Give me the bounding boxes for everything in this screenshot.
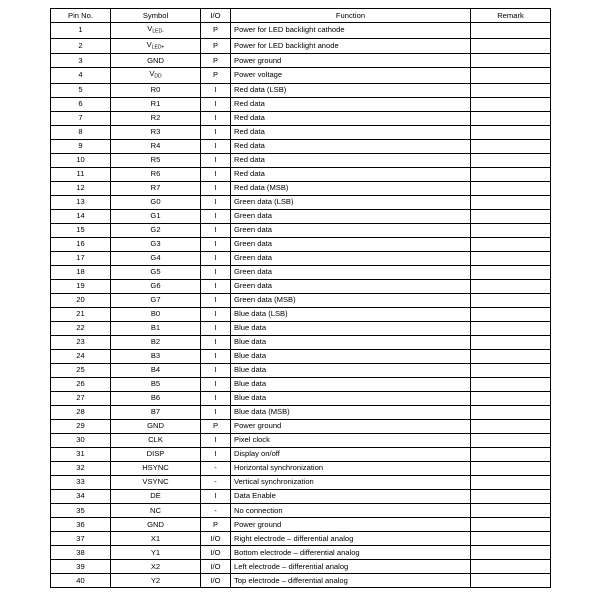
cell-function: Data Enable — [231, 489, 471, 503]
cell-remark — [471, 167, 551, 181]
symbol-text: R5 — [150, 155, 161, 165]
table-row — [51, 419, 551, 433]
cell-remark — [471, 23, 551, 39]
cell-pin-no: 21 — [51, 307, 111, 321]
symbol-text: V — [146, 39, 152, 49]
symbol-text: B6 — [150, 393, 161, 403]
cell-io: I — [201, 335, 231, 349]
table-header — [51, 9, 551, 23]
cell-io: I — [201, 405, 231, 419]
cell-pin-no: 7 — [51, 111, 111, 125]
symbol-text: B7 — [150, 407, 161, 417]
table-row — [51, 125, 551, 139]
symbol-text: DISP — [146, 449, 165, 459]
cell-remark — [471, 293, 551, 307]
cell-io: P — [201, 54, 231, 68]
header-remark: Remark — [471, 9, 551, 23]
cell-function: Power ground — [231, 518, 471, 532]
cell-remark — [471, 461, 551, 475]
cell-remark — [471, 475, 551, 489]
cell-remark — [471, 195, 551, 209]
cell-function: No connection — [231, 504, 471, 518]
table-row — [51, 377, 551, 391]
symbol-text: CLK — [148, 435, 163, 445]
cell-function: Right electrode – differential analog — [231, 532, 471, 546]
cell-symbol — [111, 489, 201, 503]
table-row — [51, 265, 551, 279]
cell-symbol — [111, 125, 201, 139]
symbol-text: Y1 — [150, 547, 161, 557]
cell-symbol — [111, 532, 201, 546]
cell-function: Red data — [231, 111, 471, 125]
cell-function: Power ground — [231, 419, 471, 433]
cell-remark — [471, 54, 551, 68]
cell-symbol — [111, 181, 201, 195]
cell-io: I — [201, 293, 231, 307]
cell-pin-no: 32 — [51, 461, 111, 475]
cell-symbol — [111, 209, 201, 223]
cell-symbol — [111, 293, 201, 307]
table-row — [51, 139, 551, 153]
table-row — [51, 560, 551, 574]
table-row — [51, 447, 551, 461]
table-row — [51, 97, 551, 111]
cell-remark — [471, 139, 551, 153]
table-row — [51, 23, 551, 39]
table-row — [51, 391, 551, 405]
table-row — [51, 54, 551, 68]
cell-remark — [471, 321, 551, 335]
cell-function: Red data (LSB) — [231, 83, 471, 97]
cell-io: I — [201, 237, 231, 251]
cell-symbol — [111, 54, 201, 68]
cell-remark — [471, 251, 551, 265]
cell-remark — [471, 153, 551, 167]
cell-io: I — [201, 377, 231, 391]
cell-pin-no: 4 — [51, 68, 111, 84]
table-row — [51, 153, 551, 167]
cell-pin-no: 40 — [51, 574, 111, 588]
cell-symbol — [111, 223, 201, 237]
cell-io: I — [201, 363, 231, 377]
cell-pin-no: 34 — [51, 489, 111, 503]
cell-symbol — [111, 68, 201, 84]
header-pin-no: Pin No. — [51, 9, 111, 23]
cell-remark — [471, 560, 551, 574]
cell-pin-no: 5 — [51, 83, 111, 97]
cell-io: I — [201, 125, 231, 139]
cell-pin-no: 8 — [51, 125, 111, 139]
cell-remark — [471, 574, 551, 588]
symbol-text: G2 — [150, 225, 161, 235]
cell-pin-no: 11 — [51, 167, 111, 181]
cell-io: I — [201, 209, 231, 223]
cell-function: Blue data (MSB) — [231, 405, 471, 419]
table-row — [51, 209, 551, 223]
header-function: Function — [231, 9, 471, 23]
cell-symbol — [111, 111, 201, 125]
symbol-subscript: LED- — [152, 28, 164, 35]
cell-pin-no: 13 — [51, 195, 111, 209]
cell-pin-no: 35 — [51, 504, 111, 518]
table-body — [51, 23, 551, 588]
cell-remark — [471, 181, 551, 195]
cell-remark — [471, 349, 551, 363]
symbol-text: G7 — [150, 295, 161, 305]
cell-pin-no: 38 — [51, 546, 111, 560]
symbol-text: R3 — [150, 127, 161, 137]
cell-symbol — [111, 139, 201, 153]
table-row — [51, 433, 551, 447]
symbol-text: V — [147, 24, 153, 34]
cell-io: P — [201, 23, 231, 39]
cell-symbol — [111, 195, 201, 209]
symbol-text: G6 — [150, 281, 161, 291]
cell-symbol — [111, 349, 201, 363]
cell-symbol — [111, 433, 201, 447]
cell-function: Green data — [231, 251, 471, 265]
cell-function: Top electrode – differential analog — [231, 574, 471, 588]
symbol-text: DE — [150, 491, 161, 501]
table-row — [51, 293, 551, 307]
cell-function: Green data — [231, 237, 471, 251]
cell-function: Blue data — [231, 363, 471, 377]
cell-pin-no: 25 — [51, 363, 111, 377]
cell-function: Blue data — [231, 391, 471, 405]
cell-pin-no: 22 — [51, 321, 111, 335]
cell-io: I — [201, 265, 231, 279]
table-row — [51, 68, 551, 84]
cell-pin-no: 23 — [51, 335, 111, 349]
cell-symbol — [111, 475, 201, 489]
cell-pin-no: 6 — [51, 97, 111, 111]
cell-io: - — [201, 461, 231, 475]
table-row — [51, 38, 551, 54]
cell-io: I — [201, 181, 231, 195]
cell-remark — [471, 489, 551, 503]
table-row — [51, 237, 551, 251]
table-row — [51, 111, 551, 125]
table-row — [51, 574, 551, 588]
cell-remark — [471, 265, 551, 279]
cell-pin-no: 9 — [51, 139, 111, 153]
cell-remark — [471, 125, 551, 139]
cell-io: I — [201, 391, 231, 405]
cell-symbol — [111, 546, 201, 560]
cell-function: Red data — [231, 125, 471, 139]
cell-remark — [471, 68, 551, 84]
table-row — [51, 405, 551, 419]
cell-pin-no: 16 — [51, 237, 111, 251]
table-row — [51, 461, 551, 475]
header-io: I/O — [201, 9, 231, 23]
cell-function: Left electrode – differential analog — [231, 560, 471, 574]
symbol-text: R6 — [150, 169, 161, 179]
cell-io: I — [201, 251, 231, 265]
table-row — [51, 251, 551, 265]
cell-io: I — [201, 97, 231, 111]
symbol-subscript: DD — [154, 73, 162, 80]
cell-symbol — [111, 97, 201, 111]
cell-pin-no: 24 — [51, 349, 111, 363]
table-row — [51, 349, 551, 363]
cell-io: P — [201, 38, 231, 54]
cell-remark — [471, 433, 551, 447]
cell-remark — [471, 546, 551, 560]
header-symbol: Symbol — [111, 9, 201, 23]
cell-pin-no: 3 — [51, 54, 111, 68]
cell-remark — [471, 377, 551, 391]
symbol-text: G3 — [150, 239, 161, 249]
cell-pin-no: 15 — [51, 223, 111, 237]
cell-symbol — [111, 405, 201, 419]
cell-pin-no: 29 — [51, 419, 111, 433]
cell-function: Vertical synchronization — [231, 475, 471, 489]
cell-pin-no: 26 — [51, 377, 111, 391]
cell-function: Power voltage — [231, 68, 471, 84]
symbol-text: R1 — [150, 99, 161, 109]
symbol-text: G4 — [150, 253, 161, 263]
cell-symbol — [111, 518, 201, 532]
cell-function: Red data (MSB) — [231, 181, 471, 195]
symbol-text: NC — [150, 505, 161, 515]
symbol-text: X2 — [150, 561, 161, 571]
header-row — [51, 9, 551, 23]
symbol-text: G5 — [150, 267, 161, 277]
table-row — [51, 518, 551, 532]
symbol-text: Y2 — [150, 575, 161, 585]
cell-symbol — [111, 83, 201, 97]
cell-remark — [471, 279, 551, 293]
symbol-text: V — [149, 69, 155, 79]
cell-io: I — [201, 433, 231, 447]
cell-pin-no: 31 — [51, 447, 111, 461]
cell-io: I — [201, 307, 231, 321]
symbol-text: X1 — [150, 533, 161, 543]
cell-symbol — [111, 504, 201, 518]
cell-remark — [471, 532, 551, 546]
symbol-text: G1 — [150, 211, 161, 221]
cell-io: P — [201, 419, 231, 433]
symbol-subscript: LED+ — [151, 44, 165, 51]
cell-remark — [471, 111, 551, 125]
cell-io: I/O — [201, 574, 231, 588]
cell-symbol — [111, 23, 201, 39]
table-row — [51, 504, 551, 518]
cell-io: I — [201, 447, 231, 461]
cell-pin-no: 1 — [51, 23, 111, 39]
cell-symbol — [111, 419, 201, 433]
cell-remark — [471, 419, 551, 433]
cell-symbol — [111, 153, 201, 167]
table-row — [51, 363, 551, 377]
symbol-text: VSYNC — [142, 477, 169, 487]
symbol-text: R4 — [150, 141, 161, 151]
cell-pin-no: 36 — [51, 518, 111, 532]
symbol-text: GND — [147, 519, 164, 529]
cell-symbol — [111, 377, 201, 391]
cell-remark — [471, 97, 551, 111]
cell-function: Bottom electrode – differential analog — [231, 546, 471, 560]
cell-io: - — [201, 475, 231, 489]
symbol-text: B5 — [150, 379, 161, 389]
table-row — [51, 307, 551, 321]
cell-pin-no: 14 — [51, 209, 111, 223]
cell-pin-no: 28 — [51, 405, 111, 419]
cell-function: Blue data — [231, 321, 471, 335]
cell-remark — [471, 447, 551, 461]
cell-function: Red data — [231, 167, 471, 181]
cell-remark — [471, 237, 551, 251]
cell-remark — [471, 391, 551, 405]
cell-io: I — [201, 83, 231, 97]
cell-function: Green data (MSB) — [231, 293, 471, 307]
cell-function: Blue data — [231, 349, 471, 363]
cell-pin-no: 19 — [51, 279, 111, 293]
cell-io: I — [201, 223, 231, 237]
cell-symbol — [111, 447, 201, 461]
cell-io: I — [201, 167, 231, 181]
symbol-text: B1 — [150, 323, 161, 333]
cell-symbol — [111, 391, 201, 405]
cell-function: Blue data (LSB) — [231, 307, 471, 321]
cell-symbol — [111, 237, 201, 251]
cell-symbol — [111, 265, 201, 279]
cell-function: Green data — [231, 265, 471, 279]
cell-pin-no: 10 — [51, 153, 111, 167]
cell-function: Display on/off — [231, 447, 471, 461]
cell-io: I — [201, 153, 231, 167]
cell-io: I — [201, 321, 231, 335]
symbol-text: G0 — [150, 197, 161, 207]
cell-io: I — [201, 489, 231, 503]
symbol-text: B3 — [150, 351, 161, 361]
cell-remark — [471, 335, 551, 349]
cell-pin-no: 20 — [51, 293, 111, 307]
cell-io: P — [201, 68, 231, 84]
symbol-text: B4 — [150, 365, 161, 375]
symbol-text: HSYNC — [142, 463, 169, 473]
table-row — [51, 83, 551, 97]
cell-remark — [471, 307, 551, 321]
symbol-text: GND — [147, 55, 164, 65]
cell-remark — [471, 83, 551, 97]
symbol-text: R7 — [150, 183, 161, 193]
symbol-text: B0 — [150, 309, 161, 319]
table-row — [51, 279, 551, 293]
cell-symbol — [111, 167, 201, 181]
cell-io: I/O — [201, 560, 231, 574]
cell-pin-no: 33 — [51, 475, 111, 489]
cell-remark — [471, 209, 551, 223]
cell-remark — [471, 504, 551, 518]
cell-io: I/O — [201, 546, 231, 560]
cell-pin-no: 2 — [51, 38, 111, 54]
cell-remark — [471, 223, 551, 237]
cell-io: P — [201, 518, 231, 532]
cell-symbol — [111, 461, 201, 475]
cell-io: I — [201, 111, 231, 125]
cell-symbol — [111, 321, 201, 335]
cell-symbol — [111, 335, 201, 349]
cell-io: I — [201, 195, 231, 209]
symbol-text: R0 — [150, 85, 161, 95]
cell-io: - — [201, 504, 231, 518]
cell-io: I/O — [201, 532, 231, 546]
cell-pin-no: 27 — [51, 391, 111, 405]
cell-io: I — [201, 279, 231, 293]
cell-io: I — [201, 139, 231, 153]
cell-function: Red data — [231, 97, 471, 111]
cell-symbol — [111, 363, 201, 377]
cell-symbol — [111, 279, 201, 293]
cell-function: Power for LED backlight anode — [231, 38, 471, 54]
cell-function: Green data — [231, 223, 471, 237]
cell-function: Pixel clock — [231, 433, 471, 447]
table-row — [51, 195, 551, 209]
table-row — [51, 532, 551, 546]
cell-symbol — [111, 251, 201, 265]
cell-symbol — [111, 307, 201, 321]
table-row — [51, 167, 551, 181]
symbol-text: GND — [147, 421, 164, 431]
cell-function: Red data — [231, 153, 471, 167]
cell-function: Green data (LSB) — [231, 195, 471, 209]
cell-function: Blue data — [231, 335, 471, 349]
table-row — [51, 475, 551, 489]
table-row — [51, 181, 551, 195]
cell-remark — [471, 518, 551, 532]
cell-function: Power for LED backlight cathode — [231, 23, 471, 39]
cell-remark — [471, 38, 551, 54]
cell-symbol — [111, 574, 201, 588]
cell-remark — [471, 405, 551, 419]
cell-pin-no: 12 — [51, 181, 111, 195]
cell-io: I — [201, 349, 231, 363]
table-row — [51, 546, 551, 560]
cell-function: Power ground — [231, 54, 471, 68]
table-row — [51, 223, 551, 237]
cell-function: Green data — [231, 279, 471, 293]
cell-pin-no: 17 — [51, 251, 111, 265]
cell-function: Blue data — [231, 377, 471, 391]
pin-assignment-table — [50, 8, 551, 588]
table-row — [51, 335, 551, 349]
cell-function: Green data — [231, 209, 471, 223]
cell-pin-no: 18 — [51, 265, 111, 279]
cell-function: Horizontal synchronization — [231, 461, 471, 475]
cell-pin-no: 39 — [51, 560, 111, 574]
cell-pin-no: 37 — [51, 532, 111, 546]
cell-pin-no: 30 — [51, 433, 111, 447]
cell-remark — [471, 363, 551, 377]
cell-symbol — [111, 560, 201, 574]
cell-function: Red data — [231, 139, 471, 153]
cell-symbol — [111, 38, 201, 54]
symbol-text: B2 — [150, 337, 161, 347]
table-row — [51, 321, 551, 335]
symbol-text: R2 — [150, 113, 161, 123]
table-row — [51, 489, 551, 503]
